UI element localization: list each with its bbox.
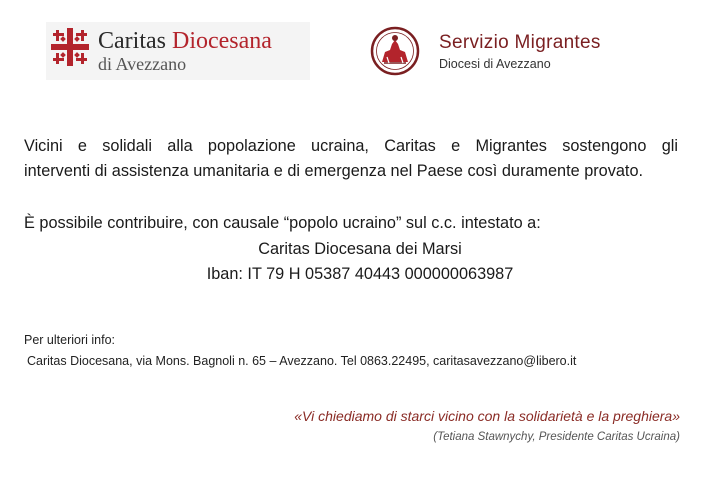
info-details: Caritas Diocesana, via Mons. Bagnoli n. 65 – Avezzano. Tel 0863.22495, caritasavezzano@libero.it (27, 354, 577, 368)
migrantes-logo (370, 26, 650, 78)
caritas-logo-subtitle: di Avezzano (98, 54, 187, 74)
contribute-text: È possibile contribuire, con causale “popolo ucraino” sul c.c. intestato a: (24, 214, 541, 232)
migrantes-subtitle: Diocesi di Avezzano (439, 57, 551, 71)
info-label: Per ulteriori info: (24, 333, 116, 347)
caritas-logo-name: Caritas Diocesana (98, 28, 272, 54)
quote-attribution: (Tetiana Stawnychy, Presidente Caritas Ucraina) (433, 431, 680, 443)
account-holder: Caritas Diocesana dei Marsi (258, 240, 462, 258)
caritas-logo (46, 22, 310, 80)
intro-paragraph-line-1: Vicini e solidali alla popolazione ucraina, Caritas e Migrantes sostengono gli (24, 137, 678, 155)
migrantes-title: Servizio Migrantes (439, 32, 601, 53)
intro-paragraph-line-2: interventi di assistenza umanitaria e di emergenza nel Paese così duramente provato. (24, 162, 644, 180)
quote-text: «Vi chiediamo di starci vicino con la solidarietà e la preghiera» (294, 408, 680, 424)
migrantes-seal-icon (370, 26, 420, 76)
iban: Iban: IT 79 H 05387 40443 000000063987 (206, 265, 514, 283)
caritas-cross-icon (50, 26, 90, 68)
